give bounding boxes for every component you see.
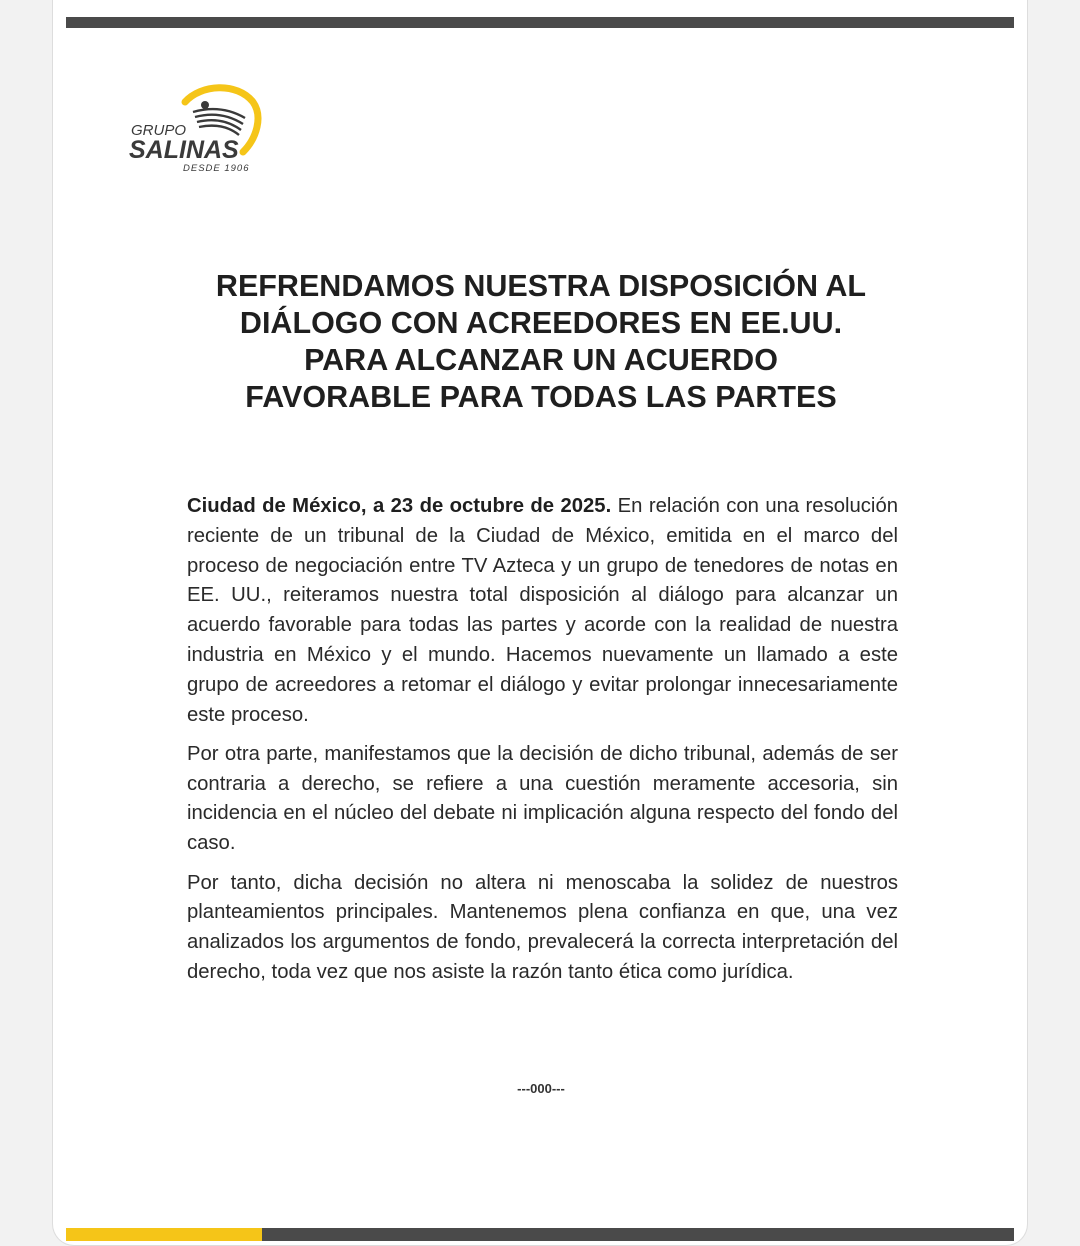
logo-grupo-text: GRUPO — [131, 122, 187, 139]
headline-line: PARA ALCANZAR UN ACUERDO — [304, 343, 778, 377]
paragraph-2: Por otra parte, manifestamos que la decisión de dicho tribunal, además de ser contraria a derecho, se refiere a una cuestión meramente accesoria, sin incidencia en el núcleo del debate ni implicación alguna respecto del fondo del caso. — [187, 742, 898, 855]
document-page — [52, 0, 1028, 1246]
bottom-bar-yellow-segment — [66, 1228, 262, 1241]
logo-salinas-text: SALINAS — [129, 136, 239, 164]
paragraph-3: Por tanto, dicha decisión no altera ni menoscaba la solidez de nuestros planteamientos principales. Mantenemos plena confianza en que, una vez analizados los argumentos de fondo, prevalecerá la correcta interpretación del derecho, toda vez que nos asiste la razón tanto ética como jurídica. — [187, 871, 898, 983]
dateline: Ciudad de México, a 23 de octubre de 2025. — [187, 495, 612, 517]
paragraph-1 — [187, 492, 898, 730]
bottom-bar-gray-segment — [262, 1228, 1014, 1241]
headline — [153, 268, 929, 416]
paragraph-1-text: En relación con una resolución reciente de un tribunal de la Ciudad de México, emitida en el marco del proceso de negociación entre TV Azteca y un grupo de tenedores de notas en EE. UU., reiteramos nuestra total disposición al diálogo para alcanzar un acuerdo favorable para todas las partes y acorde con la realidad de nuestra industria en México y el mundo. Hacemos nuevamente un llamado a este grupo de acreedores a retomar el diálogo y evitar prolongar innecesariamente este proceso. — [187, 495, 899, 726]
headline-line: REFRENDAMOS NUESTRA DISPOSICIÓN AL — [215, 269, 867, 303]
bottom-decorative-bar — [66, 1228, 1014, 1241]
top-decorative-bar — [66, 17, 1014, 28]
headline-line: FAVORABLE PARA TODAS LAS PARTES — [245, 380, 837, 414]
logo-desde-text: DESDE 1906 — [183, 163, 250, 174]
body-text — [187, 492, 898, 997]
headline-line: DIÁLOGO CON ACREEDORES EN EE.UU. — [239, 306, 843, 340]
grupo-salinas-logo — [129, 80, 269, 180]
closing-mark: ---000--- — [517, 1081, 565, 1096]
